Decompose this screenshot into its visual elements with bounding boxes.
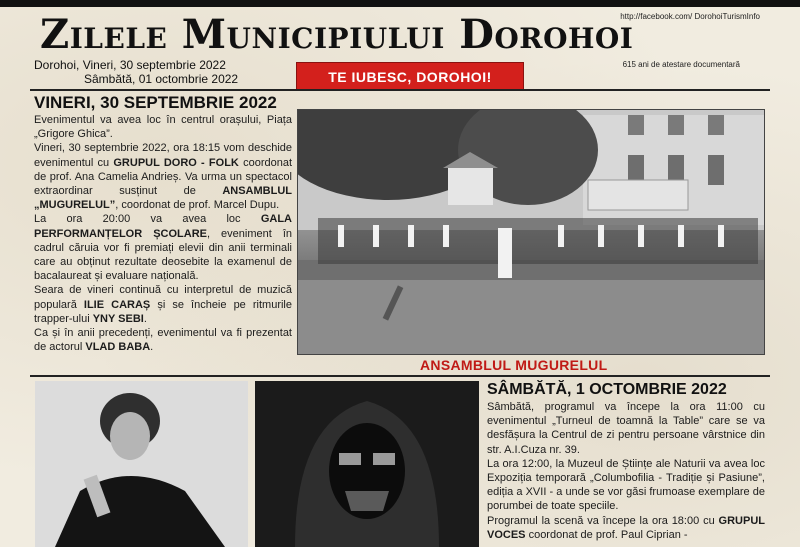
date-line-friday: Dorohoi, Vineri, 30 septembrie 2022 bbox=[34, 58, 226, 72]
saturday-article bbox=[487, 400, 765, 542]
top-black-bar bbox=[0, 0, 800, 7]
date-line-saturday: Sâmbătă, 01 octombrie 2022 bbox=[84, 72, 239, 86]
friday-paragraph-3: La ora 20:00 va avea loc GALA PERFORMANȚELOR ȘCOLARE, eveniment în cadrul căruia vor fi premiați elevii din anii terminali care au obținut rezultate deosebite la examenul de bacalaureat și evaluare națională. bbox=[34, 213, 292, 283]
anniversary-subtitle: 615 ani de atestare documentară bbox=[622, 60, 740, 69]
masthead-title: Zilele Municipiului Dorohoi bbox=[40, 11, 634, 58]
friday-article bbox=[34, 113, 292, 354]
ensemble-photo-illustration bbox=[298, 110, 765, 355]
saturday-paragraph-2: La ora 12:00, la Muzeul de Științe ale Naturii va avea loc Expoziția temporară „Columbofilia - Tradiție și Pasiune”, ediția a XVII - a unde se vor găsi frumoase exemplare de porumbei de toate speciile. bbox=[487, 457, 765, 513]
friday-paragraph-2: Vineri, 30 septembrie 2022, ora 18:15 vom deschide evenimentul cu GRUPUL DORO - FOLK coordonat de prof. Ana Camelia Andrieș. Va urma un spectacol extraordinar susținut de ANSAMBLUL „MUGURELUL”, coordonat de prof. Marcel Dupu. bbox=[34, 142, 293, 212]
artist-photo-right bbox=[255, 381, 479, 547]
slogan-banner: TE IUBESC, DOROHOI! bbox=[296, 62, 524, 90]
facebook-link[interactable]: http://facebook.com/ DorohoiTurismInfo bbox=[620, 12, 760, 21]
artist-photo-left bbox=[35, 381, 248, 547]
saturday-paragraph-1: Sâmbătă, programul va începe la ora 11:00 cu evenimentul „Turneul de toamnă la Table” care se va desfășura la Centrul de zi pentru persoane vârstnice din str. A.I.Cuza nr. 39. bbox=[487, 401, 765, 456]
artist-portrait-illustration bbox=[35, 381, 248, 547]
friday-paragraph-4: Seara de vineri continuă cu interpretul de muzică populară ILIE CARAȘ și se încheie pe ritmurile trapper-ului YNY SEBI. bbox=[34, 284, 292, 325]
photo-caption: ANSAMBLUL MUGURELUL bbox=[420, 357, 608, 373]
friday-heading: VINERI, 30 SEPTEMBRIE 2022 bbox=[34, 93, 277, 112]
ensemble-photo bbox=[297, 109, 765, 355]
saturday-paragraph-3: Programul la scenă va începe la ora 18:00 cu GRUPUL VOCES coordonat de prof. Paul Ciprian - bbox=[487, 514, 765, 541]
divider-rule bbox=[30, 89, 770, 91]
masked-artist-illustration bbox=[255, 381, 479, 547]
divider-rule bbox=[30, 375, 770, 377]
saturday-heading: SÂMBĂTĂ, 1 OCTOMBRIE 2022 bbox=[487, 381, 727, 398]
friday-paragraph-5: Ca și în anii precedenți, evenimentul va fi prezentat de actorul VLAD BABA. bbox=[34, 327, 292, 354]
friday-paragraph-1: Evenimentul va avea loc în centrul orașului, Piața „Grigore Ghica”. bbox=[34, 114, 292, 141]
